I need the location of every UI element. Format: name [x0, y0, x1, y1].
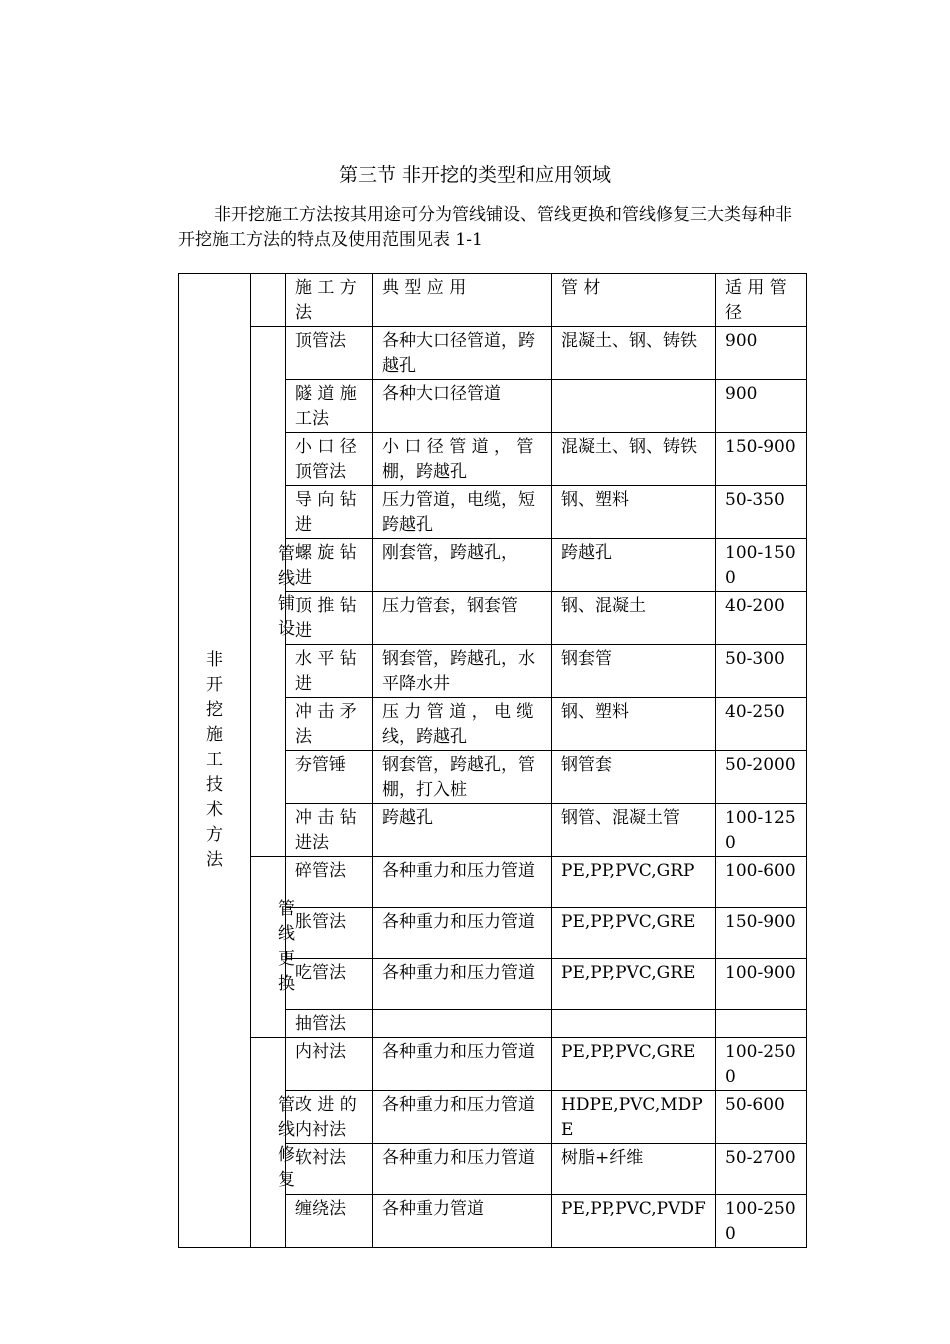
diameter-cell [716, 1010, 807, 1038]
header-blank-cell [251, 274, 286, 327]
method-cell: 水 平 钻 进 [286, 645, 373, 698]
methods-table [178, 273, 807, 1248]
table-row [179, 327, 807, 380]
diameter-cell: 100-2500 [716, 1195, 807, 1248]
material-cell: 钢管套 [552, 751, 716, 804]
table-header-row [179, 274, 807, 327]
method-cell: 吃管法 [286, 959, 373, 1010]
section-title: 第三节 非开挖的类型和应用领域 [338, 164, 612, 186]
method-cell: 顶管法 [286, 327, 373, 380]
group-label: 管线更换 [278, 899, 295, 994]
method-cell: 导 向 钻 进 [286, 486, 373, 539]
intro-paragraph: 非开挖施工方法按其用途可分为管线铺设、管线更换和管线修复三大类每种非开挖施工方法的特点及使用范围见表 1-1 [178, 205, 792, 250]
application-cell: 各种重力和压力管道 [373, 1091, 552, 1144]
diameter-cell: 50-350 [716, 486, 807, 539]
method-cell: 抽管法 [286, 1010, 373, 1038]
method-cell: 冲 击 钻 进法 [286, 804, 373, 857]
application-cell: 钢套管，跨越孔，水平降水井 [373, 645, 552, 698]
group-label: 管线修复 [278, 1094, 295, 1190]
method-cell: 胀管法 [286, 908, 373, 959]
method-cell: 改 进 的 内衬法 [286, 1091, 373, 1144]
material-cell [552, 1010, 716, 1038]
material-cell: PE,PP,PVC,PVDF [552, 1195, 716, 1248]
material-cell: PE,PP,PVC,GRP [552, 857, 716, 908]
application-cell: 各种大口径管道，跨越孔 [373, 327, 552, 380]
material-cell: 钢套管 [552, 645, 716, 698]
material-cell: 钢、塑料 [552, 698, 716, 751]
diameter-cell: 100-2500 [716, 1038, 807, 1091]
material-cell: PE,PP,PVC,GRE [552, 959, 716, 1010]
method-cell: 软衬法 [286, 1144, 373, 1195]
method-cell: 小 口 径 顶管法 [286, 433, 373, 486]
application-cell: 小 口 径 管 道 ， 管 棚，跨越孔 [373, 433, 552, 486]
application-cell: 压力管道，电缆，短跨越孔 [373, 486, 552, 539]
methods-table-body [179, 274, 807, 1248]
diameter-cell: 40-200 [716, 592, 807, 645]
method-cell: 缠绕法 [286, 1195, 373, 1248]
application-cell: 各种重力和压力管道 [373, 1144, 552, 1195]
material-cell: 跨越孔 [552, 539, 716, 592]
diameter-cell: 50-600 [716, 1091, 807, 1144]
column-header: 适 用 管 径 [716, 274, 807, 327]
material-cell: 钢、塑料 [552, 486, 716, 539]
material-cell [552, 380, 716, 433]
material-cell: 钢管、混凝土管 [552, 804, 716, 857]
material-cell: 混凝土、钢、铸铁 [552, 327, 716, 380]
diameter-cell: 50-2000 [716, 751, 807, 804]
group-label: 管线铺设 [278, 543, 295, 639]
application-cell: 跨越孔 [373, 804, 552, 857]
method-cell: 内衬法 [286, 1038, 373, 1091]
application-cell: 压力管套，钢套管 [373, 592, 552, 645]
side-category-cell [179, 274, 251, 1248]
application-cell: 钢套管，跨越孔，管棚，打入桩 [373, 751, 552, 804]
application-cell: 各种大口径管道 [373, 380, 552, 433]
diameter-cell: 900 [716, 380, 807, 433]
material-cell: 钢、混凝土 [552, 592, 716, 645]
method-cell: 冲 击 矛 法 [286, 698, 373, 751]
method-cell: 螺 旋 钻 进 [286, 539, 373, 592]
diameter-cell: 150-900 [716, 908, 807, 959]
diameter-cell: 50-300 [716, 645, 807, 698]
diameter-cell: 100-600 [716, 857, 807, 908]
material-cell: PE,PP,PVC,GRE [552, 908, 716, 959]
application-cell: 各种重力和压力管道 [373, 959, 552, 1010]
material-cell: 混凝土、钢、铸铁 [552, 433, 716, 486]
side-category-label: 非开挖施工技术方法 [206, 650, 223, 870]
material-cell: PE,PP,PVC,GRE [552, 1038, 716, 1091]
column-header: 施 工 方法 [286, 274, 373, 327]
diameter-cell: 100-1500 [716, 539, 807, 592]
diameter-cell: 100-1250 [716, 804, 807, 857]
column-header: 管 材 [552, 274, 716, 327]
method-cell: 碎管法 [286, 857, 373, 908]
method-cell: 夯管锤 [286, 751, 373, 804]
diameter-cell: 900 [716, 327, 807, 380]
group-cell [251, 857, 295, 1038]
application-cell: 各种重力和压力管道 [373, 1038, 552, 1091]
application-cell: 各种重力和压力管道 [373, 908, 552, 959]
group-cell [251, 1038, 295, 1248]
material-cell: HDPE,PVC,MDPE [552, 1091, 716, 1144]
application-cell [373, 1010, 552, 1038]
diameter-cell: 50-2700 [716, 1144, 807, 1195]
diameter-cell: 40-250 [716, 698, 807, 751]
group-cell [251, 327, 295, 857]
method-cell: 顶 推 钻 进 [286, 592, 373, 645]
application-cell: 刚套管，跨越孔， [373, 539, 552, 592]
material-cell: 树脂+纤维 [552, 1144, 716, 1195]
application-cell: 各种重力和压力管道 [373, 857, 552, 908]
diameter-cell: 100-900 [716, 959, 807, 1010]
method-cell: 隧 道 施 工法 [286, 380, 373, 433]
table-row [179, 1038, 807, 1091]
table-row [179, 857, 807, 908]
diameter-cell: 150-900 [716, 433, 807, 486]
column-header: 典 型 应 用 [373, 274, 552, 327]
application-cell: 各种重力管道 [373, 1195, 552, 1248]
application-cell: 压 力 管 道 ， 电 缆 线，跨越孔 [373, 698, 552, 751]
